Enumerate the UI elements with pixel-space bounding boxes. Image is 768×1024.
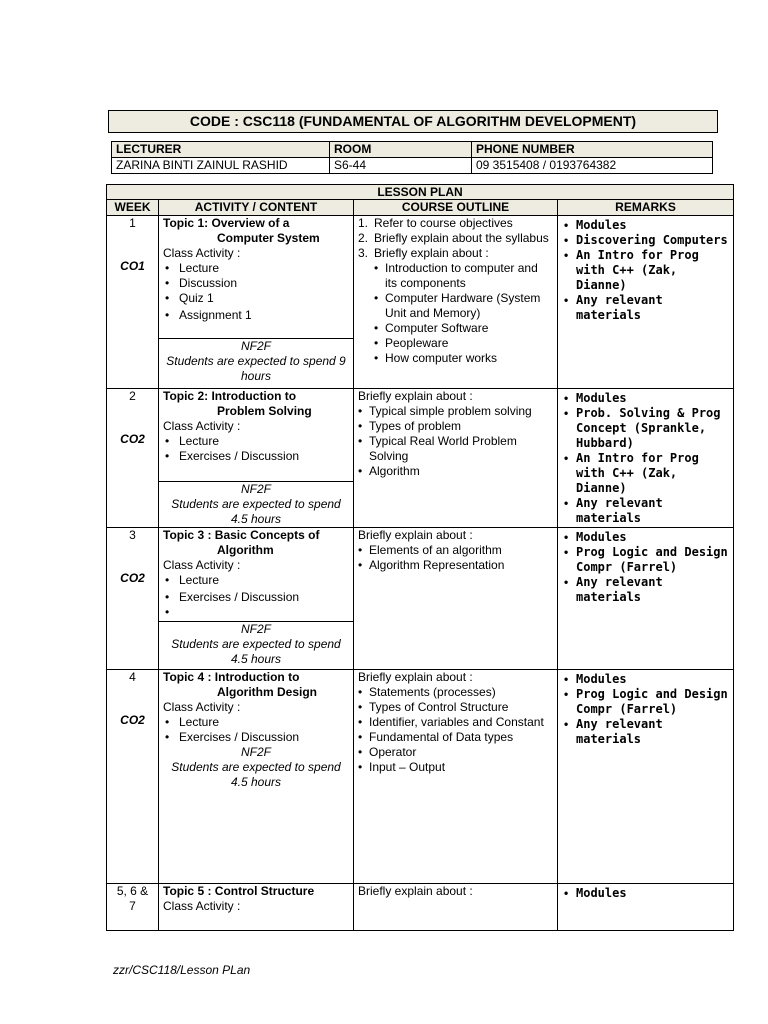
activity-cell: [159, 216, 354, 389]
remarks-cell: [558, 884, 734, 931]
list-item: • Lecture: [163, 261, 349, 276]
topic-title: Topic 5 : Control Structure: [163, 884, 315, 898]
list-item: • Lecture: [163, 434, 349, 449]
outline-list: [358, 543, 553, 573]
list-item: • An Intro for Prog with C++ (Zak, Dianne): [564, 248, 729, 293]
list-item: • Exercises / Discussion: [163, 590, 349, 605]
week-cell: [107, 884, 159, 931]
list-item: • Discovering Computers: [564, 233, 729, 248]
list-item: • Modules: [564, 886, 729, 901]
list-item: [358, 231, 553, 246]
outline-cell: [354, 528, 558, 670]
outline-intro: Briefly explain about :: [358, 670, 473, 684]
lesson-row-week-1: [107, 216, 734, 389]
nf2f-label: NF2F: [241, 482, 271, 496]
topic-line-2: Algorithm: [217, 543, 274, 557]
activity-cell: [159, 528, 354, 670]
outline-list: [358, 216, 553, 261]
item-text: Refer to course objectives: [374, 216, 513, 230]
nf2f-block: [159, 338, 353, 384]
activity-list: [163, 261, 349, 323]
list-item: • Lecture: [163, 573, 349, 588]
list-item: • Typical Real World Problem Solving: [358, 434, 553, 464]
topic-title: [163, 216, 349, 246]
nf2f-text: Students are expected to spend 4.5 hours: [171, 637, 341, 666]
item-number: 1.: [358, 216, 369, 230]
outline-cell: [354, 670, 558, 884]
list-item: • How computer works: [374, 351, 553, 366]
item-number: 3.: [358, 246, 369, 260]
list-item: • Algorithm Representation: [358, 558, 553, 573]
course-outcome: CO2: [120, 713, 145, 727]
outline-header: COURSE OUTLINE: [354, 200, 558, 216]
course-outcome: CO2: [120, 432, 145, 446]
remarks-list: [564, 886, 729, 901]
list-item: • Peopleware: [374, 336, 553, 351]
outline-intro: Briefly explain about :: [358, 389, 473, 403]
week-number: 4: [129, 670, 136, 684]
topic-line-2: Computer System: [217, 231, 320, 245]
activity-header: ACTIVITY / CONTENT: [159, 200, 354, 216]
list-item: • Modules: [564, 218, 729, 233]
lecturer-value-row: [112, 158, 713, 174]
list-item: • Introduction to computer and its components: [374, 261, 553, 291]
class-activity-label: Class Activity :: [163, 899, 241, 913]
week-header: WEEK: [107, 200, 159, 216]
class-activity-label: Class Activity :: [163, 246, 241, 260]
list-item: [358, 246, 553, 261]
course-outcome: CO2: [120, 571, 145, 585]
list-item: • Exercises / Discussion: [163, 449, 349, 464]
activity-list: [163, 434, 349, 464]
lesson-row-week-5-6-7: [107, 884, 734, 931]
class-activity-label: Class Activity :: [163, 558, 241, 572]
remarks-list: [564, 391, 729, 526]
outline-cell: [354, 389, 558, 528]
week-number: 5, 6 & 7: [116, 884, 149, 913]
lecturer-header: LECTURER: [112, 142, 330, 158]
list-item: • Prog Logic and Design Compr (Farrel): [564, 545, 729, 575]
nf2f-text: Students are expected to spend 4.5 hours: [171, 760, 341, 789]
list-item: • Lecture: [163, 715, 349, 730]
outline-sub-list: [374, 261, 553, 366]
lesson-row-week-2: [107, 389, 734, 528]
list-item: • Assignment 1: [163, 308, 349, 323]
remarks-cell: [558, 389, 734, 528]
activity-cell: [159, 884, 354, 931]
list-item: • Computer Software: [374, 321, 553, 336]
remarks-cell: [558, 670, 734, 884]
topic-line-1: Topic 2: Introduction to: [163, 389, 297, 403]
item-number: 2.: [358, 231, 369, 245]
list-item: • Any relevant materials: [564, 293, 729, 323]
lecturer-header-row: [112, 142, 713, 158]
course-outcome: CO1: [120, 259, 145, 273]
nf2f-label: NF2F: [241, 339, 271, 353]
activity-content: [159, 884, 353, 914]
nf2f-block: [159, 621, 353, 667]
week-cell: [107, 389, 159, 528]
lesson-row-week-3: [107, 528, 734, 670]
class-activity-label: Class Activity :: [163, 419, 241, 433]
outline-list: [358, 685, 553, 775]
list-item: • Operator: [358, 745, 553, 760]
list-item: • An Intro for Prog with C++ (Zak, Dianne): [564, 451, 729, 496]
list-item: • Computer Hardware (System Unit and Memory): [374, 291, 553, 321]
topic-title: [163, 389, 349, 419]
list-item: • Elements of an algorithm: [358, 543, 553, 558]
room-number: S6-44: [330, 158, 472, 174]
week-cell: [107, 216, 159, 389]
lesson-plan-title: LESSON PLAN: [107, 185, 734, 200]
phone-header: PHONE NUMBER: [472, 142, 713, 158]
outline-intro: Briefly explain about :: [358, 528, 473, 542]
activity-list: [163, 573, 349, 620]
activity-list: [163, 715, 349, 745]
list-item: • Identifier, variables and Constant: [358, 715, 553, 730]
lecturer-table: [111, 141, 713, 174]
list-item: • Modules: [564, 530, 729, 545]
class-activity-label: Class Activity :: [163, 700, 241, 714]
lesson-row-week-4: [107, 670, 734, 884]
week-cell: [107, 528, 159, 670]
lesson-plan-title-row: [107, 185, 734, 200]
week-number: 1: [129, 216, 136, 230]
lesson-plan-table: [106, 184, 734, 931]
list-item: [163, 605, 349, 620]
list-item: • Types of Control Structure: [358, 700, 553, 715]
nf2f-label: NF2F: [241, 622, 271, 636]
list-item: • Fundamental of Data types: [358, 730, 553, 745]
remarks-list: [564, 530, 729, 605]
nf2f-text: Students are expected to spend 9 hours: [166, 354, 346, 383]
remarks-cell: [558, 528, 734, 670]
week-number: 2: [129, 389, 136, 403]
remarks-list: [564, 672, 729, 747]
list-item: • Prog Logic and Design Compr (Farrel): [564, 687, 729, 717]
list-item: • Input – Output: [358, 760, 553, 775]
list-item: • Quiz 1: [163, 291, 349, 306]
list-item: [358, 216, 553, 231]
item-text: Briefly explain about the syllabus: [374, 231, 549, 245]
list-item: • Exercises / Discussion: [163, 730, 349, 745]
list-item: • Modules: [564, 672, 729, 687]
list-item: • Modules: [564, 391, 729, 406]
activity-content: [159, 216, 353, 338]
phone-number: 09 3515408 / 0193764382: [472, 158, 713, 174]
list-item: • Algorithm: [358, 464, 553, 479]
outline-intro: Briefly explain about :: [358, 884, 473, 898]
list-item: • Any relevant materials: [564, 575, 729, 605]
item-text: Briefly explain about :: [374, 246, 489, 260]
outline-cell: [354, 216, 558, 389]
outline-list: [358, 404, 553, 479]
list-item: • Prob. Solving & Prog Concept (Sprankle, Hubbard): [564, 406, 729, 451]
topic-line-1: Topic 4 : Introduction to: [163, 670, 300, 684]
course-code-title: CODE : CSC118 (FUNDAMENTAL OF ALGORITHM DEVELOPMENT): [108, 110, 718, 133]
list-item: • Types of problem: [358, 419, 553, 434]
topic-line-1: Topic 3 : Basic Concepts of: [163, 528, 320, 542]
room-header: ROOM: [330, 142, 472, 158]
week-number: 3: [129, 528, 136, 542]
list-item: • Discussion: [163, 276, 349, 291]
topic-title: [163, 670, 349, 700]
lecturer-name: ZARINA BINTI ZAINUL RASHID: [112, 158, 330, 174]
nf2f-block: [159, 481, 353, 527]
nf2f-label: NF2F: [241, 745, 271, 759]
nf2f-block: [159, 745, 353, 790]
topic-line-1: Topic 1: Overview of a: [163, 216, 290, 230]
activity-cell: [159, 670, 354, 884]
topic-line-2: Algorithm Design: [217, 685, 318, 699]
nf2f-text: Students are expected to spend 4.5 hours: [171, 497, 341, 526]
list-item: • Statements (processes): [358, 685, 553, 700]
week-cell: [107, 670, 159, 884]
list-item: • Any relevant materials: [564, 496, 729, 526]
footer-reference: zzr/CSC118/Lesson PLan: [113, 963, 251, 977]
topic-line-2: Problem Solving: [217, 404, 312, 418]
activity-content: [159, 389, 353, 481]
topic-title: [163, 528, 349, 558]
list-item: • Any relevant materials: [564, 717, 729, 747]
activity-content: [159, 670, 353, 745]
remarks-list: [564, 218, 729, 323]
list-item: • Typical simple problem solving: [358, 404, 553, 419]
activity-content: [159, 528, 353, 621]
outline-cell: [354, 884, 558, 931]
lesson-plan-header-row: [107, 200, 734, 216]
activity-cell: [159, 389, 354, 528]
remarks-cell: [558, 216, 734, 389]
remarks-header: REMARKS: [558, 200, 734, 216]
